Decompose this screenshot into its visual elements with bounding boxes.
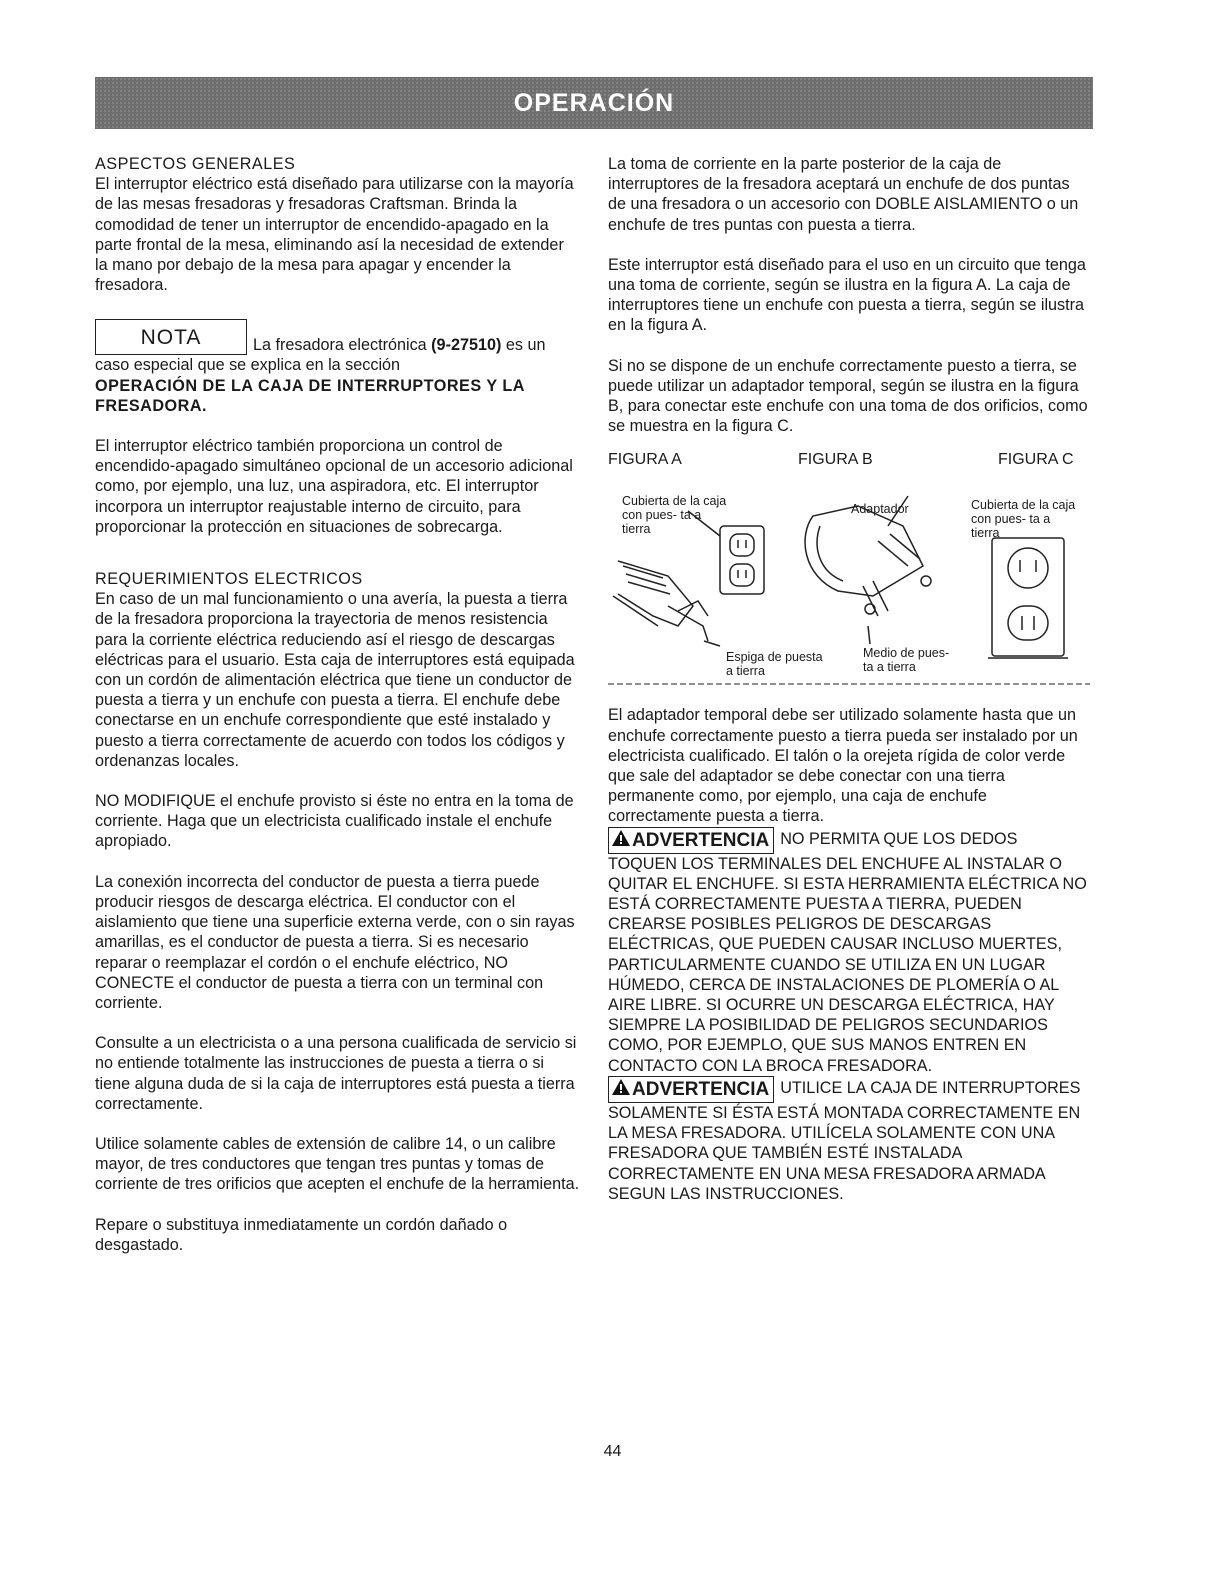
nota-text-1: La fresadora electrónica bbox=[253, 336, 432, 355]
paragraph-control: El interruptor eléctrico también proporciona un control de encendido-apagado simultáneo opcional de un accesorio adicional como, por ejemplo, una luz, una aspiradora, etc. El interruptor incorpora un interruptor reajustable interno de circuito, para proporcionar la protección en situaciones de sobrecarga. bbox=[95, 437, 573, 536]
warning-2-badge bbox=[608, 1076, 774, 1103]
paragraph-circuito: Este interruptor está diseñado para el uso en un circuito que tenga una toma de corriente, según se ilustra en la figura A. La caja de interruptores tiene un enchufe con puesta a tierra, según se ilustra en la figura A. bbox=[608, 255, 1086, 335]
paragraph-toma: La toma de corriente en la parte posterior de la caja de interruptores de la fresadora aceptará un enchufe de dos puntas de una fresadora o un accesorio con DOBLE AISLAMIENTO o un enchufe de tres puntas con puesta a tierra. bbox=[608, 155, 1079, 234]
nota-block bbox=[95, 319, 580, 416]
paragraph-modifique: NO MODIFIQUE el enchufe provisto si éste no entra en la toma de corriente. Haga que un electricista cualificado instale el enchufe apropiado. bbox=[95, 792, 574, 851]
warning-triangle-icon bbox=[612, 1078, 630, 1102]
figure-a-label: FIGURA A bbox=[608, 451, 682, 469]
warning-2 bbox=[608, 1076, 1090, 1204]
header-banner bbox=[95, 77, 1093, 129]
page-title: OPERACIÓN bbox=[513, 88, 675, 117]
page-number: 44 bbox=[603, 1443, 622, 1460]
warning-1-label: ADVERTENCIA bbox=[632, 829, 770, 851]
caption-medio: Medio de pues- ta a tierra bbox=[863, 646, 950, 675]
caption-cubierta-c: Cubierta de la caja con pues- ta a tierra bbox=[971, 498, 1076, 541]
section-title-aspectos: ASPECTOS GENERALES bbox=[95, 155, 296, 173]
caption-adaptador: Adaptador bbox=[851, 502, 909, 517]
nota-model: (9-27510) bbox=[431, 336, 502, 355]
warning-1-badge bbox=[608, 827, 774, 854]
figure-b-label: FIGURA B bbox=[798, 451, 873, 469]
paragraph-utilice: Utilice solamente cables de extensión de calibre 14, o un calibre mayor, de tres conductores que tengan tres puntas y tomas de corriente de tres orificios que acepten el enchufe de la herramienta. bbox=[95, 1134, 580, 1194]
warning-1 bbox=[608, 827, 1090, 1076]
paragraph-consulte: Consulte a un electricista o a una persona cualificada de servicio si no entiende totalmente las instrucciones de puesta a tierra o si tiene alguna duda de si la caja de interruptores está puesta a tierra correctamente. bbox=[95, 1034, 577, 1113]
paragraph-aspectos: El interruptor eléctrico está diseñado para utilizarse con la mayoría de las mesas fresadoras y fresadoras Craftsman. Brinda la comodidad de tener un interruptor de encendido-apagado en la parte frontal de la mesa, eliminando así la necesidad de extender la mano por debajo de la mesa para apagar y encender la fresadora. bbox=[95, 175, 574, 295]
section-title-requerimientos: REQUERIMIENTOS ELECTRICOS bbox=[95, 570, 363, 589]
warning-1-text: NO PERMITA QUE LOS DEDOS TOQUEN LOS TERMINALES DEL ENCHUFE AL INSTALAR O QUITAR EL ENCHUFE. SI ESTA HERRAMIENTA ELÉCTRICA NO ESTÁ CORRECTAMENTE PUESTA A TIERRA, PUEDEN CREARSE POSIBLES PELIGROS DE DESCARGAS ELÉCTRICAS, QUE PUEDEN CAUSAR INCLUSO MUERTES, PARTICULARMENTE CUANDO SE UTILIZA EN UN LUGAR HÚMEDO, CERCA DE INSTALACIONES DE PLOMERÍA O AL AIRE LIBRE. SI OCURRE UN DESCARGA ELÉCTRICA, HAY SIEMPRE LA POSIBILIDAD DE PELIGROS SECUNDARIOS COMO, POR EJEMPLO, QUE SUS MANOS ENTREN EN CONTACTO CON LA BROCA FRESADORA. bbox=[608, 829, 1087, 1075]
paragraph-repare: Repare o substituya inmediatamente un cordón dañado o desgastado. bbox=[95, 1215, 508, 1254]
warning-triangle-icon bbox=[612, 829, 630, 853]
paragraph-conexion: La conexión incorrecta del conductor de puesta a tierra puede producir riesgos de descarga eléctrica. El conductor con el aislamiento que tiene una superficie externa verde, con o sin rayas amarillas, es el conductor de puesta a tierra. Si es necesario reparar o reemplazar el cordón o el enchufe eléctrico, NO CONECTE el conductor de puesta a tierra con un terminal con corriente. bbox=[95, 872, 575, 1012]
paragraph-temporal: El adaptador temporal debe ser utilizado solamente hasta que un enchufe correctamente puesto a tierra pueda ser instalado por un electricista cualificado. El talón o la orejeta rígida de color verde que sale del adaptador se debe conectar con una tierra permanente como, por ejemplo, una caja de enchufe correctamente puesta a tierra. bbox=[608, 706, 1078, 826]
paragraph-requerimientos: En caso de un mal funcionamiento o una avería, la puesta a tierra de la fresadora proporciona la trayectoria de menos resistencia para la corriente eléctrica reduciendo así el riesgo de descargas eléctricas para el usuario. Esta caja de interruptores está equipada con un cordón de alimentación eléctrica que tiene un conductor de puesta a tierra y un enchufe con puesta a tierra. El enchufe debe conectarse en un enchufe correspondiente que esté instalado y puesto a tierra correctamente de acuerdo con todos los códigos y ordenanzas locales. bbox=[95, 590, 575, 770]
paragraph-adaptador: Si no se dispone de un enchufe correctamente puesto a tierra, se puede utilizar un adaptador temporal, según se ilustra en la figura B, para conectar este enchufe con una toma de dos orificios, como se muestra en la figura C. bbox=[608, 356, 1088, 436]
figure-c-label: FIGURA C bbox=[998, 451, 1074, 469]
left-column bbox=[95, 154, 580, 1255]
figures-block bbox=[608, 450, 1090, 705]
nota-section: OPERACIÓN DE LA CAJA DE INTERRUPTORES Y LA FRESADORA. bbox=[95, 376, 525, 415]
nota-text-2: es un caso especial que se explica en la sección bbox=[95, 336, 546, 375]
nota-label: NOTA bbox=[95, 319, 247, 355]
caption-espiga: Espiga de puesta a tierra bbox=[726, 650, 823, 679]
right-column bbox=[608, 154, 1090, 1204]
caption-cubierta-a: Cubierta de la caja con pues- ta a tierra bbox=[622, 494, 727, 537]
warning-2-text: UTILICE LA CAJA DE INTERRUPTORES SOLAMENTE SI ÉSTA ESTÁ MONTADA CORRECTAMENTE EN LA MESA FRESADORA. UTILÍCELA SOLAMENTE CON UNA FRESADORA QUE TAMBIÉN ESTÉ INSTALADA CORRECTAMENTE EN UNA MESA FRESADORA ARMADA SEGUN LAS INSTRUCCIONES. bbox=[608, 1078, 1081, 1203]
warning-2-label: ADVERTENCIA bbox=[632, 1078, 770, 1100]
